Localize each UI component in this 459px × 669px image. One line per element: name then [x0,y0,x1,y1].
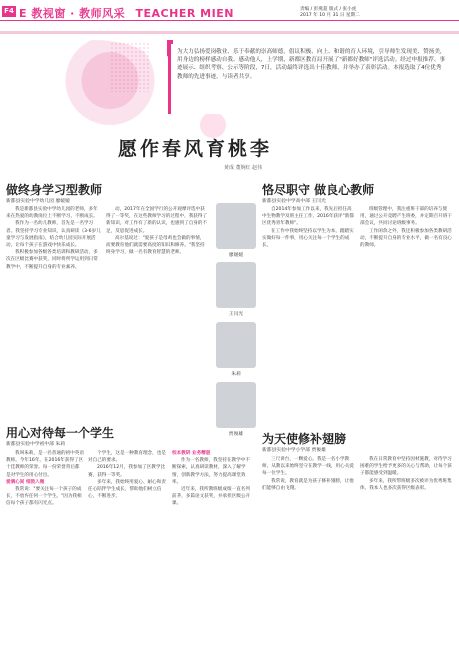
article3-paragraph: 在工作中我始终坚持以学生为本，踏踏实实做好每一件事，用心关注每一个学生的成长。 [262,228,354,249]
portrait-caption: 王闫光 [228,312,244,317]
article3-subtitle: 新都县实验中学高中部 王闫光 [262,199,326,204]
article2-paragraph: 近年来，我所教班级成绩一直名列前茅，多篇论文获奖，并承担区级公开课。 [172,487,251,507]
portrait-photo [216,322,256,368]
article2-subheading: 校本教研 业务精湛 [172,451,211,456]
article4-paragraph: 三尺讲台，一颗爱心。我是一名小学教师，从教以来始终坚守在教学一线，用心关爱每一位学生。 [262,457,354,477]
article3-paragraph: 自2014年参加工作以来，我先后担任高中生物教学及班主任工作，2016年获评"新都区优秀青年教师"。 [262,207,354,227]
portrait-caption: 贾俊雄 [228,432,244,437]
article2-paragraph: 我叫朱莉，是一名普通的初中英语教师。今年16年，在2016年获得了区十佳教师的荣誉。每一份荣誉背后都是对学生的用心付出。 [6,451,84,478]
portrait-photo [216,382,256,428]
section-title [19,5,234,21]
intro-text: 为大力弘扬爱岗敬业、乐于奉献的崇高师德，倡议积极、向上、和谐的育人环境，引导师生发现美、赞扬美，用身边的榜样感动自我、感动他人，上学期，新都区教育局开展了"新都好教师"评选活动。经过申报推荐、事迹展示、组织考察、公示等阶段，7日，活动最终评选出十佳教师，并举办了表彰活动。本报选取了4位优秀教师的先进事迹，与读者共享。 [177,49,446,80]
page-header [0,0,459,34]
article2-column2 [88,450,168,664]
article2-column3 [172,450,254,664]
article3-column1 [262,206,356,414]
article3-column2 [360,206,455,414]
portrait-photo [216,262,256,308]
article2-subtitle: 新都县实验中学初中部 朱莉 [6,442,66,447]
intro-box [168,44,453,114]
article4-title: 为天使修补翅膀 [262,432,347,446]
article2-subheading: 爱满心间 细致入微 [6,479,45,485]
article2-title: 用心对待每一个学生 [6,426,115,440]
article4-paragraph: 我在日常教育中坚持因材施教，对待学习困难的学生给予更多的关心与帮助，让每个孩子都能感受到温暖。 [360,457,452,477]
article2-paragraph: 个学生，这是一种教育理念，也是对自己的要求。 [88,451,166,464]
article1-paragraph: 高尔基说过："爱孩子是母鸡也会做的事情，而要教育他们就需要高度的知识和修养。"我坚持终身学习，做一名有教育智慧的老师。 [106,235,205,256]
article4-paragraph: 我常说，教育就是为孩子修补翅膀，让他们能够自由飞翔。 [262,478,354,491]
byline: 黄成 董婉红 赵伟 [224,165,263,171]
main-title: 愿作春风育桃李 [118,138,273,160]
article2-column1 [6,450,84,664]
header-band [0,31,459,34]
article1-paragraph: 我是新都县实验中学幼儿园的老师，多年来在热爱的幼教岗位上不断学习、不断成长。 [6,207,98,220]
article2-paragraph: 2016年12月，我参加了区教学比赛，获得一等奖。 [88,465,166,478]
article3-paragraph: 班级管理中，我注重班干部的培养与使用，通过公开竞聘产生班委，并定期召开班干部会议，共同讨论班级事务。 [360,207,452,227]
article3-title: 恪尽职守 做良心教师 [262,183,375,197]
article3-paragraph: 工作闲余之外，我还积极参加各类教研活动，不断提升自身的专业水平，做一名有良心的教师。 [360,228,452,249]
article1-title: 做终身学习型教师 [6,183,103,197]
article4-column2 [360,456,455,664]
article2-paragraph: 作为一名教师，我坚持在教学中不断探索，认真研读教材，深入了解学情，创新教学方法，努力提高课堂效率。 [172,458,250,485]
article1-paragraph: 动，2017年在全国学行的公开观摩评选中获得了一等奖，在这些教师学习的过程中，我获得了新知识，对工作有了新的认识，也感到了自身的不足，反思促进成长。 [106,207,208,234]
portrait-caption: 廖媛媛 [228,253,244,258]
section-title-en: TEACHER MIEN [135,7,234,20]
page-meta [300,6,450,18]
article1-subtitle: 新都县实验中学幼儿园 廖媛媛 [6,199,70,204]
portrait-caption: 朱莉 [231,372,241,377]
page-number-tag: F4 [2,6,16,17]
article1-paragraph: 我积极参加各级各类培训和教研活动，多次在区级比赛中获奖，同时将所学运用到日常教学中，不断提升自身的专业素养。 [6,250,98,270]
date-line: 2017 年 10 月 31 日 星期二 [300,13,360,18]
header-rule [0,20,459,21]
article1-column2 [106,206,208,416]
decor-dots [110,42,150,92]
article4-subtitle: 新都县实验中学小学部 贾俊雄 [262,448,326,453]
article2-paragraph: 我常说："要关注每一个孩子的成长，不放弃任何一个学生。"因为我相信每个孩子都有闪光点。 [6,487,82,507]
article1-paragraph: 我作为一名幼儿教师，首先是一名学习者。我坚持学习专业知识，认真研读《3-6岁儿童学习与发展指南》，结合幼儿园实际开展活动，让每个孩子在游戏中快乐成长。 [6,221,101,249]
article1-column1 [6,206,102,416]
article2-paragraph: 多年来，我始终用爱心、耐心和责任心陪伴学生成长，帮助他们树立信心，不断进步。 [88,479,166,500]
section-title-cn: E 教视窗 · 教师风采 [19,7,126,20]
article4-column1 [262,456,356,664]
portrait-photo [216,203,256,249]
article4-paragraph: 多年来，我所带班级多次被评为优秀班集体，我本人也多次获得区级表彰。 [360,478,452,491]
editor-line: 责编 / 彭燕超 版式 / 张小虎 [300,7,357,12]
